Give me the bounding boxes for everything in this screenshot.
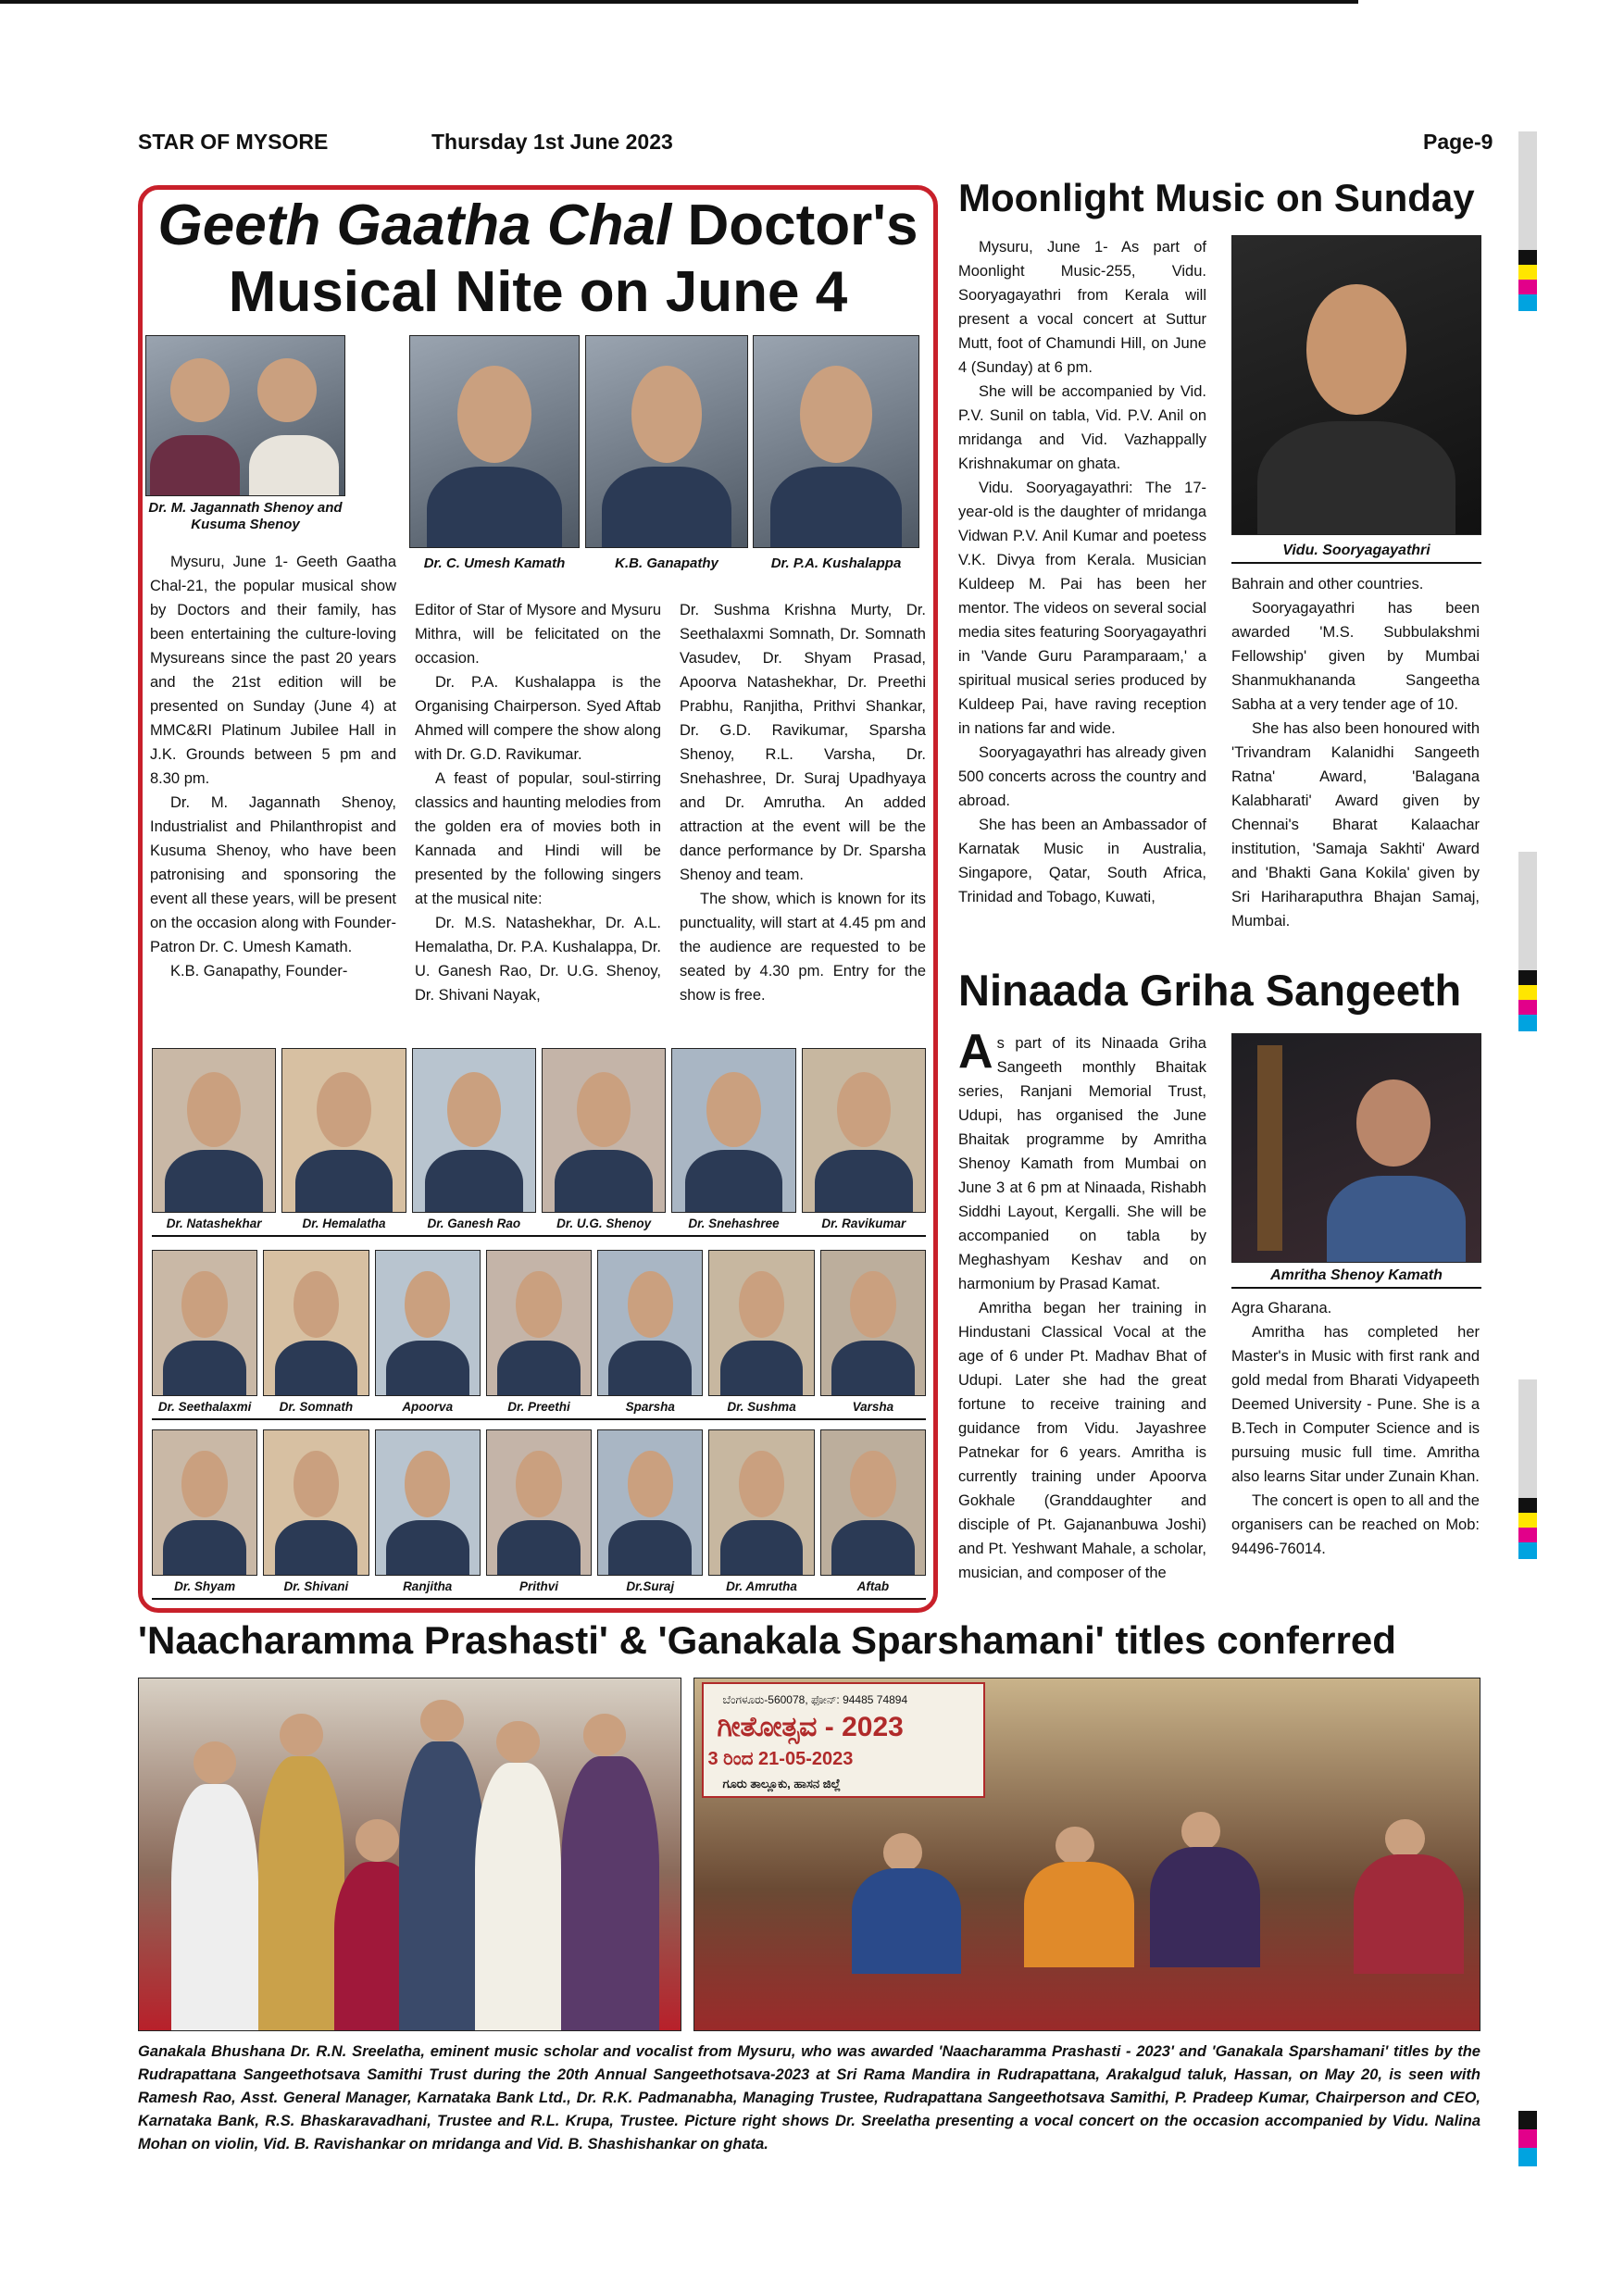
ninaada-col2-p3: The concert is open to all and the organisers can be reached on Mob: 94496-76014. <box>1231 1492 1480 1557</box>
photo-vocal-concert <box>693 1678 1480 2031</box>
singer-caption: Varsha <box>852 1400 894 1414</box>
feature-column-1 <box>150 550 396 983</box>
moonlight-column-2 <box>1231 572 1480 933</box>
singer-photo <box>671 1048 795 1213</box>
singer-caption: Ranjitha <box>403 1579 453 1593</box>
singer-photo <box>708 1250 814 1396</box>
grid-row-rule <box>152 1598 926 1600</box>
drop-cap: A <box>958 1025 993 1079</box>
caption-sooryagayathri: Vidu. Sooryagayathri <box>1282 543 1430 558</box>
singer-photo <box>263 1250 369 1396</box>
singer-photo <box>152 1048 276 1213</box>
ninaada-column-2 <box>1231 1296 1480 1561</box>
singer-caption: Dr. Seethalaxmi <box>157 1400 252 1414</box>
singer-caption: Dr. Hemalatha <box>302 1217 386 1230</box>
banner-address: ಬೆಂಗಳೂರು-560078, ಫೋನ್: 94485 74894 <box>722 1692 908 1706</box>
moonlight-col2-p2: Sooryagayathri has been awarded 'M.S. Subbulakshmi Fellowship' given by Mumbai Shanmukhananda Sangeetha Sabha at a very tender age of 10. <box>1231 600 1480 713</box>
feature-title <box>148 193 928 326</box>
singer-photo <box>820 1429 926 1576</box>
ninaada-col2-p1: Agra Gharana. <box>1231 1300 1332 1316</box>
feature-col3-p1: Dr. Sushma Krishna Murty, Dr. Seethalaxmi Somnath, Dr. Somnath Vasudev, Dr. Shyam Prasad, Apoorva Natashekhar, Dr. Preethi Prabhu, Ranjitha, Prithvi Shankar, Dr. G.D. Ravikumar, Sparsha Shenoy, R.L. Varsha, Dr. Snehashree, Dr. Suraj Upadhyaya and Dr. Amrutha. An added attraction at the event will be the dance performance by Dr. Sparsha Shenoy and team. <box>680 602 926 883</box>
singer-caption: Dr. Preethi <box>507 1400 570 1414</box>
header-rule <box>0 0 1358 4</box>
photo-pa-kushalappa <box>753 335 919 548</box>
ninaada-col1-p2: Amritha began her training in Hindustani Classical Vocal at the age of 6 under Pt. Madhav Bhat of Udupi. Later she had the great fortune to receive training and guidance from Vidu. Jayashree Patnekar for 6 years. Amritha is currently training under Apoorva Gokhale (Granddaughter and disciple of Pt. Gajananbuwa Joshi) and Pt. Yeshwant Mahale, a scholar, musician, and composer of the <box>958 1300 1206 1581</box>
moonlight-col1-p3: Vidu. Sooryagayathri: The 17-year-old is the daughter of mridanga Vidwan P.V. Anil Kumar and poetess V.K. Divya from Kerala. Musician Kuldeep M. Pai has been her mentor. The videos on several social media sites featuring Sooryagayathri in 'Vande Guru Paramparaam,' a spiritual musical series produced by Kuldeep Pai, have raving reception in nations far and wide. <box>958 480 1206 737</box>
moonlight-col1-p2: She will be accompanied by Vid. P.V. Sunil on tabla, Vid. P.V. Anil on mridanga and Vid. Vazhappally Krishnakumar on ghata. <box>958 383 1206 472</box>
moonlight-col1-p4: Sooryagayathri has already given 500 concerts across the country and abroad. <box>958 744 1206 809</box>
singer-photo <box>152 1429 257 1576</box>
photo-umesh-kamath <box>409 335 580 548</box>
photo-amritha <box>1231 1033 1481 1263</box>
stage-banner <box>702 1682 984 1798</box>
ninaada-col1-p1: s part of its Ninaada Griha Sangeeth monthly Bhaitak series, Ranjani Memorial Trust, Udupi, has organised the June Bhaitak programme by Amritha Shenoy Kamath from Mumbai on June 3 at 6 pm at Ninaada, Rishabh Siddhi Layout, Kergalli. She will be accompanied on tabla by Meghashyam Keshav and on harmonium by Prasad Kamat. <box>958 1035 1206 1292</box>
feature-column-2 <box>415 598 661 1007</box>
singer-photo <box>486 1429 592 1576</box>
moonlight-title: Moonlight Music on Sunday <box>958 176 1475 219</box>
caption-rule <box>1231 1287 1481 1289</box>
photo-award-ceremony <box>138 1678 681 2031</box>
grid-row-rule <box>152 1418 926 1420</box>
singer-photo <box>281 1048 406 1213</box>
singer-caption: Dr. Somnath <box>279 1400 354 1414</box>
feature-col2-p3: A feast of popular, soul-stirring classics and haunting melodies from the golden era of movies both in Kannada and Hindi will be presented by the following singers at the musical nite: <box>415 770 661 907</box>
feature-title-rest: Doctor's <box>671 193 918 257</box>
singer-photo <box>597 1429 703 1576</box>
page-number: Page-9 <box>1423 130 1493 154</box>
caption-amritha: Amritha Shenoy Kamath <box>1270 1267 1443 1283</box>
singer-caption: Dr. Snehashree <box>688 1217 780 1230</box>
singer-photo <box>152 1250 257 1396</box>
singer-photo <box>263 1429 369 1576</box>
moonlight-col2-p3: She has also been honoured with 'Trivandram Kalanidhi Sangeeth Ratna' Award, 'Balagana Kalabharati' Award given by Chennai's Bharat Kalaachar institution, 'Samaja Sakhti' Award and 'Bhakti Gana Kokila' given by Sri Hariharaputhra Bhajan Samaj, Mumbai. <box>1231 720 1480 930</box>
caption-rule <box>1231 562 1481 564</box>
singer-caption: Prithvi <box>518 1579 558 1593</box>
singer-caption: Sparsha <box>625 1400 675 1414</box>
singer-photo <box>708 1429 814 1576</box>
paper-name: STAR OF MYSORE <box>138 130 329 154</box>
feature-column-3 <box>680 598 926 1007</box>
feature-col2-p1: Editor of Star of Mysore and Mysuru Mithra, will be felicitated on the occasion. <box>415 602 661 667</box>
feature-col1-p1: Mysuru, June 1- Geeth Gaatha Chal-21, the popular musical show by Doctors and their family, has been entertaining the culture-loving Mysureans since the past 20 years and the 21st edition will be presented on Sunday (June 4) at MMC&RI Platinum Jubilee Hall in J.K. Grounds between 5 pm and 8.30 pm. <box>150 554 396 787</box>
singer-photo <box>486 1250 592 1396</box>
photo-shenoy-couple <box>145 335 345 496</box>
singer-caption: Dr.Suraj <box>626 1579 675 1593</box>
caption-shenoy: Dr. M. Jagannath Shenoy and Kusuma Shenoy <box>148 500 343 532</box>
ninaada-title: Ninaada Griha Sangeeth <box>958 966 1462 1015</box>
feature-title-line2: Musical Nite on June 4 <box>228 260 848 324</box>
singer-photo <box>542 1048 666 1213</box>
singer-photo <box>597 1250 703 1396</box>
feature-col1-p3: K.B. Ganapathy, Founder- <box>170 963 348 980</box>
bottom-caption: Ganakala Bhushana Dr. R.N. Sreelatha, eminent music scholar and vocalist from Mysuru, who was awarded 'Naacharamma Prashasti - 2023' and 'Ganakala Sparshamani' titles by the Rudrapattana Sangeethotsava Samithi Trust during the 20th Annual Sangeethotsava-2023 at Sri Rama Mandira in Rudrapattana, Arakalgud taluk, Hassan, on May 20, is seen with Ramesh Rao, Asst. General Manager, Karnataka Bank Ltd., Dr. R.K. Padmanabha, Managing Trustee, Rudrapattana Sangeethotsava Samithi, P. Pradeep Kumar, Chairperson and CEO, Karnataka Bank, R.S. Bhaskaravadhani, Trustee and R.L. Krupa, Trustee. Picture right shows Dr. Sreelatha presenting a vocal concert on the occasion accompanied by Vidu. Nalina Mohan on violin, Vid. B. Ravishankar on mridanga and Vid. B. Shashishankar on ghata. <box>138 2043 1480 2152</box>
ninaada-col2-p2: Amritha has completed her Master's in Music with first rank and gold medal from Bharati Vidyapeeth Deemed University - Pune. She is a B.Tech in Computer Science and is pursuing music full time. Amritha also learns Sitar under Zunain Khan. <box>1231 1324 1480 1485</box>
bottom-title: 'Naacharamma Prashasti' & 'Ganakala Sparshamani' titles conferred <box>138 1618 1396 1662</box>
singer-caption: Dr. Shivani <box>283 1579 349 1593</box>
grid-row-rule <box>152 1235 926 1237</box>
moonlight-col2-p1: Bahrain and other countries. <box>1231 576 1424 593</box>
moonlight-col1-p1: Mysuru, June 1- As part of Moonlight Music-255, Vidu. Sooryagayathri from Kerala will present a vocal concert at Suttur Mutt, foot of Chamundi Hill, on June 4 (Sunday) at 6 pm. <box>958 239 1206 376</box>
feature-col1-p2: Dr. M. Jagannath Shenoy, Industrialist and Philanthropist and Kusuma Shenoy, who have been patronising and sponsoring the event all these years, will be present on the occasion along with Founder-Patron Dr. C. Umesh Kamath. <box>150 794 396 955</box>
singer-photo <box>375 1250 481 1396</box>
singer-caption: Dr. Sushma <box>727 1400 796 1414</box>
ninaada-column-1 <box>958 1025 1206 1585</box>
caption-kamath: Dr. C. Umesh Kamath <box>423 555 566 571</box>
singer-caption: Dr. Ravikumar <box>821 1217 906 1230</box>
singer-caption: Dr. Ganesh Rao <box>427 1217 521 1230</box>
photo-sooryagayathri <box>1231 235 1481 535</box>
feature-col3-p2: The show, which is known for its punctuality, will start at 4.45 pm and the audience are requested to be seated by 4.30 pm. Entry for the show is free. <box>680 891 926 1004</box>
singer-caption: Aftab <box>856 1579 890 1593</box>
singer-caption: Dr. Amrutha <box>726 1579 797 1593</box>
singer-caption: Apoorva <box>402 1400 454 1414</box>
feature-col2-p2: Dr. P.A. Kushalappa is the Organising Chairperson. Syed Aftab Ahmed will compere the show along with Dr. G.D. Ravikumar. <box>415 674 661 763</box>
moonlight-column-1 <box>958 235 1206 909</box>
caption-ganapathy: K.B. Ganapathy <box>615 555 718 571</box>
feature-title-italic: Geeth Gaatha Chal <box>157 193 672 257</box>
caption-kushalappa: Dr. P.A. Kushalappa <box>770 555 902 571</box>
banner-dates: 3 ರಿಂದ 21-05-2023 <box>707 1748 854 1769</box>
feature-col2-p4: Dr. M.S. Natashekhar, Dr. A.L. Hemalatha, Dr. P.A. Kushalappa, Dr. U. Ganesh Rao, Dr. U.G. Shenoy, Dr. Shivani Nayak, <box>415 915 661 1004</box>
singer-caption: Dr. U.G. Shenoy <box>556 1217 652 1230</box>
moonlight-col1-p5: She has been an Ambassador of Karnatak Music in Australia, Singapore, Qatar, South Africa, Trinidad and Tobago, Kuwati, <box>958 817 1206 905</box>
singer-caption: Dr. Natashekhar <box>166 1217 262 1230</box>
singer-photo <box>412 1048 536 1213</box>
banner-place: ಗೂರು ತಾಲ್ಲೂಕು, ಹಾಸನ ಜಿಲ್ಲೆ <box>722 1776 841 1791</box>
singer-caption: Dr. Shyam <box>174 1579 236 1593</box>
singer-photo <box>375 1429 481 1576</box>
banner-festival: ಗೀತೋತ್ಸವ - 2023 <box>717 1711 904 1742</box>
issue-date: Thursday 1st June 2023 <box>431 130 673 154</box>
singer-photo <box>802 1048 926 1213</box>
photo-kb-ganapathy <box>585 335 748 548</box>
singer-photo <box>820 1250 926 1396</box>
